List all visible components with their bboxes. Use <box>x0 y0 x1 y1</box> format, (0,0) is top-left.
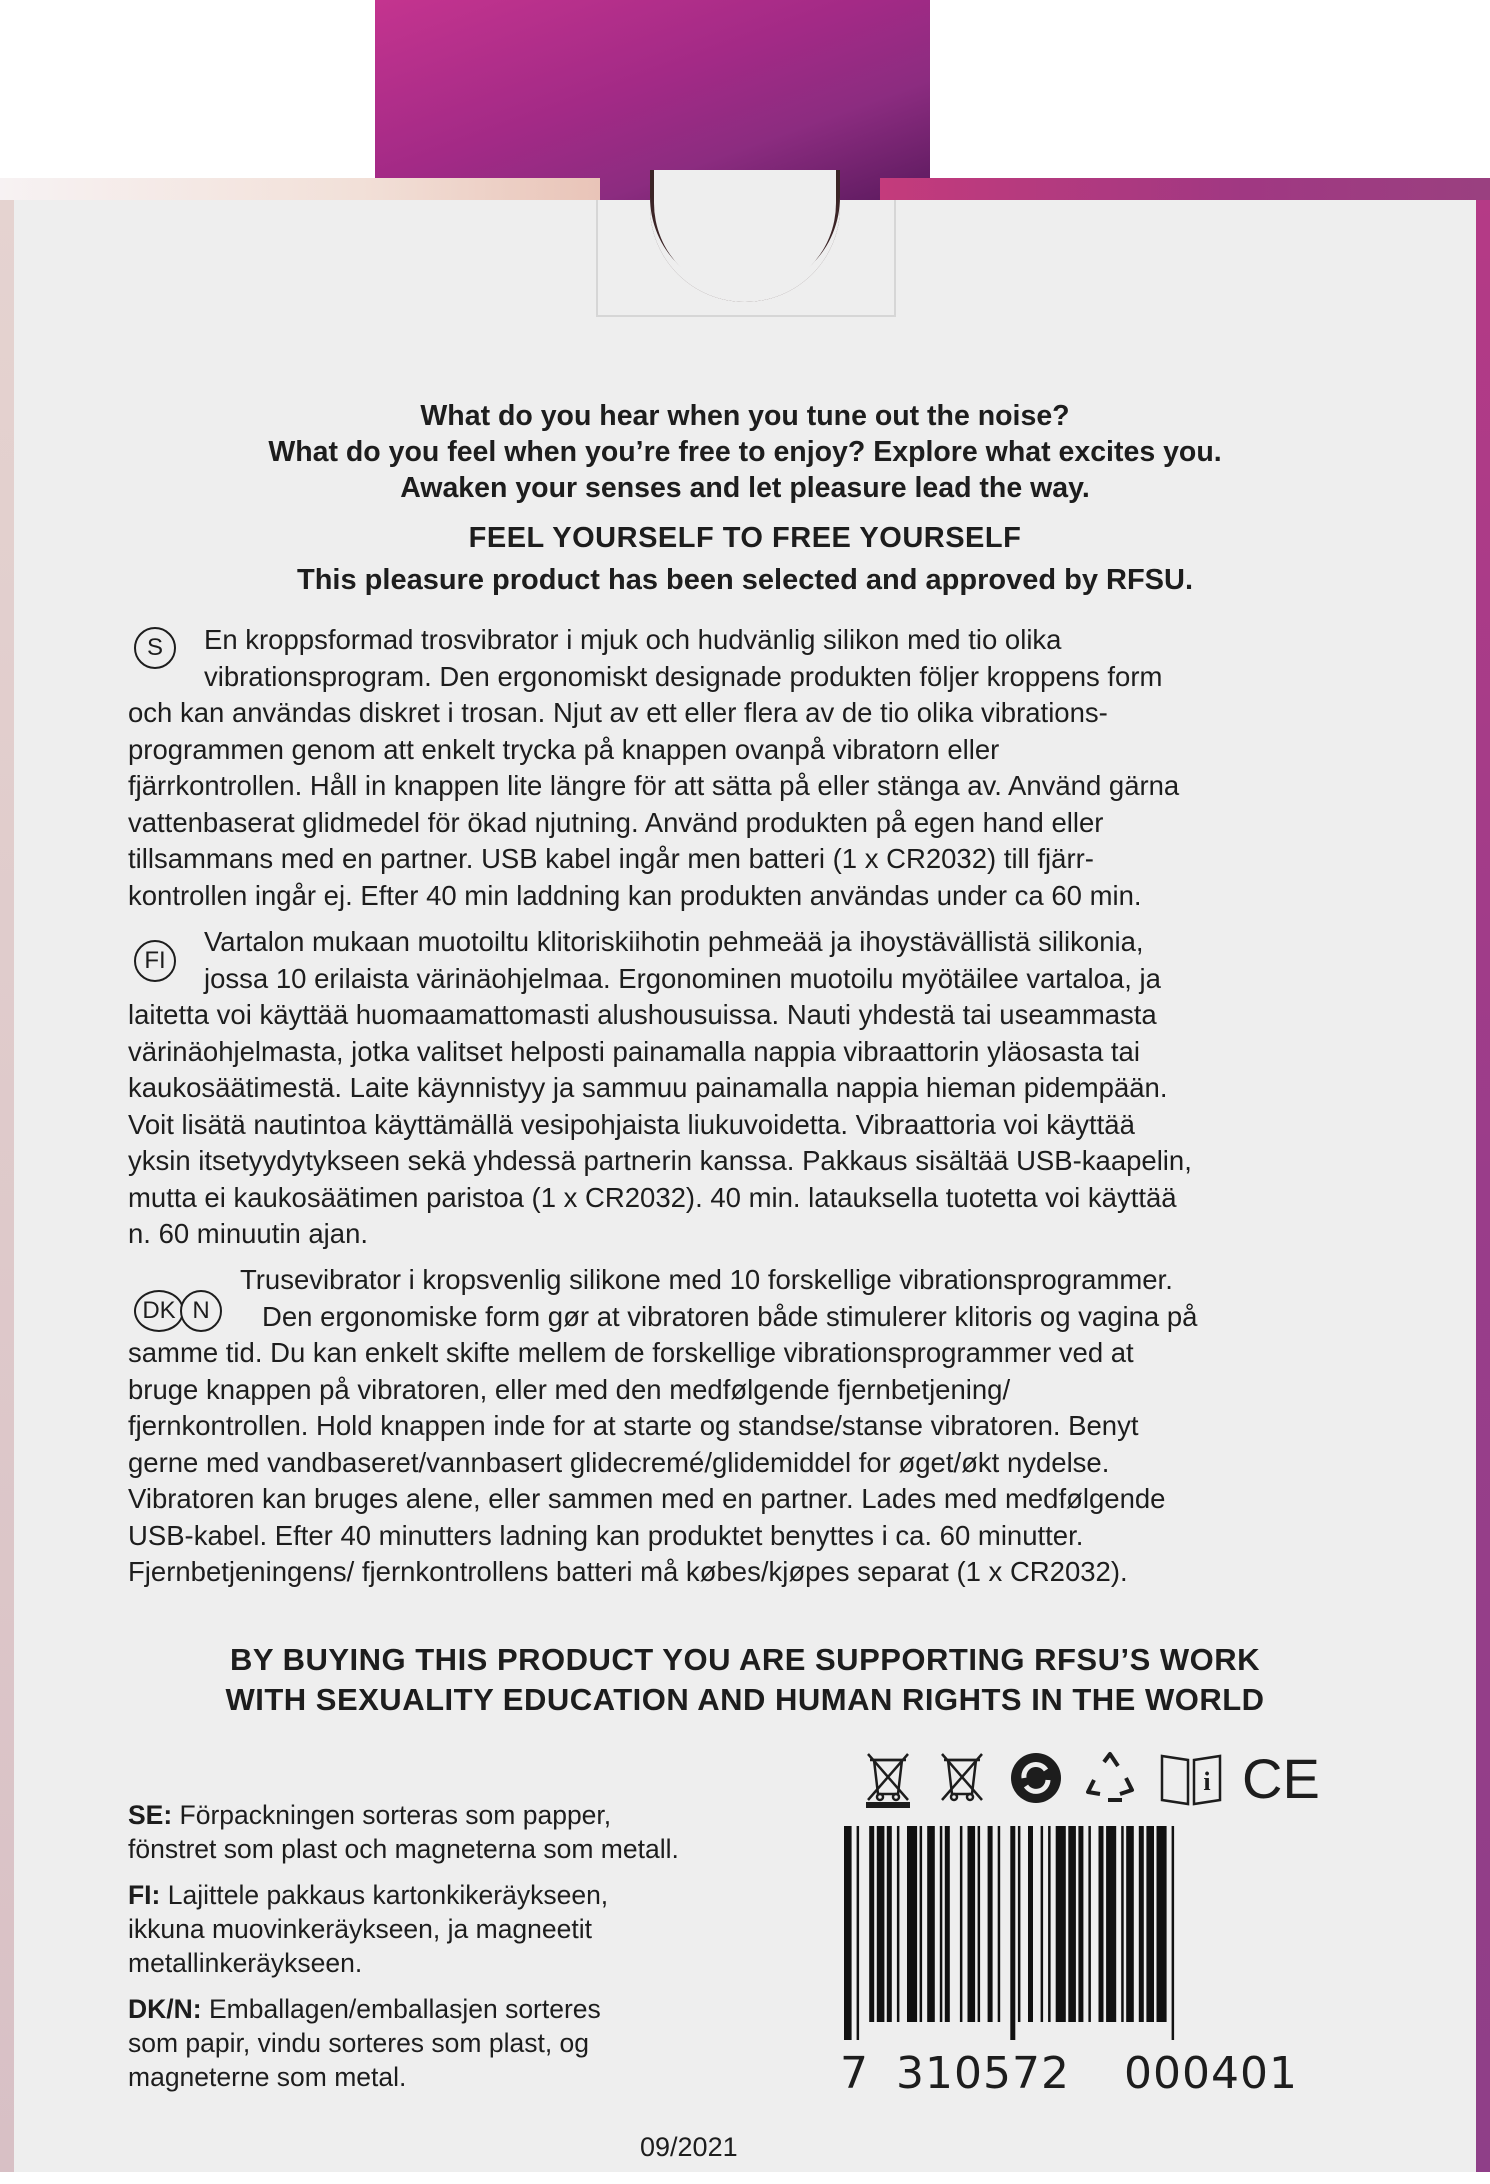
recycling-se <box>128 1798 808 1866</box>
recycling-label: FI: <box>128 1880 161 1910</box>
recycling-text: Förpackningen sorteras som papper, <box>172 1800 612 1830</box>
description-line: laitetta voi käyttää huomaamattomasti alushousuissa. Nauti yhdestä tai useammasta <box>128 999 1157 1030</box>
language-badge-s: S <box>134 627 176 669</box>
tagline-subline: This pleasure product has been selected and approved by RFSU. <box>297 564 1193 596</box>
box-left-edge <box>0 200 14 2172</box>
barcode-bar <box>1172 1826 1175 2040</box>
barcode-bar <box>857 1826 860 2040</box>
support-statement <box>100 1640 1390 1720</box>
description-line: Fjernbetjeningens/ fjernkontrollens batteri må købes/kjøpes separat (1 x CR2032). <box>128 1556 1128 1587</box>
barcode-bar <box>988 1826 993 2022</box>
recycling-text: Emballagen/emballasjen sorteres <box>201 1994 601 2024</box>
description-finnish <box>128 924 1358 1253</box>
description-line: vattenbaserat glidmedel för ökad njutning. Använd produkten på egen hand eller <box>128 806 1104 838</box>
description-line: gerne med vandbaseret/vannbasert glidecremé/glidemiddel for øget/økt nydelse. <box>128 1446 1110 1478</box>
barcode-bar <box>1068 1826 1076 2022</box>
weee-bin-barred-icon <box>860 1750 916 1808</box>
barcode-bar <box>1157 1826 1167 2022</box>
barcode-bar <box>1010 1826 1015 2040</box>
language-badge-dk: DK <box>134 1290 184 1332</box>
description-danish-norwegian <box>128 1262 1358 1591</box>
barcode-bar <box>1078 1826 1083 2022</box>
barcode-bar <box>907 1826 917 2022</box>
support-line: BY BUYING THIS PRODUCT YOU ARE SUPPORTING RFSU’S WORK <box>229 1642 1261 1677</box>
recycling-label: SE: <box>128 1800 173 1830</box>
recycling-text: Lajittele pakkaus kartonkikeräykseen, <box>160 1880 609 1910</box>
print-date: 09/2021 <box>640 2132 738 2162</box>
description-line: jossa 10 erilaista värinäohjelmaa. Ergonominen muotoilu myötäilee vartaloa, ja <box>204 962 1161 994</box>
recycling-text: metallinkeräykseen. <box>128 1948 363 1978</box>
barcode-bar <box>877 1826 885 2022</box>
barcode-bar <box>869 1826 874 2022</box>
barcode-bar <box>960 1826 963 2022</box>
description-line: USB-kabel. Efter 40 minutters ladning kan produktet benyttes i ca. 60 minutter. <box>128 1519 1084 1551</box>
ce-mark-text: CE <box>1242 1750 1320 1808</box>
intro-line: What do you hear when you tune out the noise? <box>420 400 1070 432</box>
barcode-bar <box>978 1826 981 2022</box>
barcode-bar <box>1088 1826 1091 2022</box>
recycling-text: magneterne som metal. <box>128 2062 407 2092</box>
description-line: samme tid. Du kan enkelt skifte mellem de forskellige vibrationsprogrammer ved at <box>128 1337 1134 1368</box>
compliance-icons <box>860 1750 1380 1808</box>
barcode-bar <box>844 1826 852 2040</box>
intro-line: What do you feel when you’re free to enjoy? Explore what excites you. <box>268 436 1222 468</box>
description-line: Voit lisätä nautintoa käyttämällä vesipohjaista liukuvoidetta. Vibraattoria voi käyttää <box>128 1108 1135 1140</box>
recycling-text: som papir, vindu sorteres som plast, og <box>128 2028 590 2058</box>
barcode-bar <box>1139 1826 1144 2022</box>
manual-info-letter: i <box>1203 1767 1211 1796</box>
intro-text <box>120 398 1370 506</box>
language-badge-fi: FI <box>134 940 176 982</box>
barcode-bar <box>940 1826 943 2022</box>
description-swedish <box>128 622 1358 914</box>
description-line: fjernkontrollen. Hold knappen inde for at starte og standse/stanse vibratoren. Benyt <box>128 1410 1139 1441</box>
barcode-bar <box>887 1826 892 2022</box>
green-dot-icon <box>1008 1750 1064 1808</box>
barcode-bar <box>968 1826 976 2022</box>
barcode-bar <box>1018 1826 1021 2022</box>
description-line: En kroppsformad trosvibrator i mjuk och hudvänlig silikon med tio olika <box>204 624 1062 655</box>
barcode-digit-first: 7 <box>840 2048 869 2099</box>
description-line: fjärrkontrollen. Håll in knappen lite längre för att sätta på eller stänga av. Använd gärna <box>128 770 1180 801</box>
recycling-icon <box>1082 1750 1138 1808</box>
description-line: yksin itsetyydytykseen sekä yhdessä partnerin kanssa. Pakkaus sisältää USB-kaapelin, <box>128 1145 1192 1176</box>
barcode-bar <box>1048 1826 1051 2022</box>
tagline-headline: FEEL YOURSELF TO FREE YOURSELF <box>468 522 1022 554</box>
description-line: kontrollen ingår ej. Efter 40 min laddning kan produkten användas under ca 60 min. <box>128 879 1142 911</box>
barcode-bar <box>1126 1826 1134 2022</box>
recycling-label: DK/N: <box>128 1994 202 2024</box>
description-line: n. 60 minuutin ajan. <box>128 1218 369 1249</box>
description-line: programmen genom att enkelt trycka på knappen ovanpå vibratorn eller <box>128 733 1000 765</box>
recycling-text: ikkuna muovinkeräykseen, ja magneetit <box>128 1914 592 1944</box>
barcode-bar <box>945 1826 950 2022</box>
barcode-bar <box>1146 1826 1154 2022</box>
description-line: Trusevibrator i kropsvenlig silikone med 10 forskellige vibrationsprogrammer. <box>240 1264 1173 1295</box>
description-line: värinäohjelmasta, jotka valitset helposti painamalla nappia vibraattorin yläosasta tai <box>128 1035 1140 1067</box>
barcode-bar <box>1121 1826 1124 2022</box>
support-line: WITH SEXUALITY EDUCATION AND HUMAN RIGHTS IN THE WORLD <box>225 1682 1265 1717</box>
recycling-dk <box>128 1992 808 2094</box>
barcode-bar <box>1028 1826 1033 2022</box>
intro-line: Awaken your senses and let pleasure lead the way. <box>400 472 1090 504</box>
barcode-bar <box>927 1826 935 2022</box>
barcode-bar <box>1041 1826 1044 2022</box>
description-line: vibrationsprogram. Den ergonomiskt designade produkten följer kroppens form <box>204 660 1163 692</box>
description-line: och kan användas diskret i trosan. Njut av ett eller flera av de tio olika vibrations- <box>128 697 1108 728</box>
barcode-digits-left: 310572 <box>896 2048 1070 2099</box>
language-badge-n: N <box>180 1290 222 1332</box>
barcode-bar <box>920 1826 923 2022</box>
description-line: Den ergonomiske form gør at vibratoren både stimulerer klitoris og vagina på <box>262 1300 1198 1332</box>
barcode-bars <box>838 1826 1344 2040</box>
description-line: kaukosäätimestä. Laite käynnistyy ja sammuu painamalla nappia hieman pidempään. <box>128 1072 1168 1103</box>
description-line: mutta ei kaukosäätimen paristoa (1 x CR2032). 40 min. latauksella tuotetta voi käyttää <box>128 1181 1177 1213</box>
barcode-bar <box>1099 1826 1104 2022</box>
barcode-bar <box>1106 1826 1116 2022</box>
description-line: Vartalon mukaan muotoiltu klitoriskiihotin pehmeää ja ihoystävällistä silikonia, <box>204 926 1144 957</box>
description-line: Vibratoren kan bruges alene, eller sammen med en partner. Lades med medfølgende <box>128 1483 1166 1514</box>
ce-mark-icon <box>1240 1750 1340 1808</box>
barcode-digits-right: 000401 <box>1124 2048 1298 2099</box>
manual-info-icon <box>1158 1750 1224 1808</box>
description-line: bruge knappen på vibratoren, eller med den medfølgende fjernbetjening/ <box>128 1373 1011 1405</box>
recycling-fi <box>128 1878 808 1980</box>
barcode-bar <box>998 1826 1001 2022</box>
barcode-bar <box>897 1826 900 2022</box>
description-line: tillsammans med en partner. USB kabel ingår men batteri (1 x CR2032) till fjärr- <box>128 843 1094 874</box>
weee-bin-icon <box>934 1750 990 1808</box>
recycling-text: fönstret som plast och magneterna som metall. <box>128 1834 679 1864</box>
barcode-bar <box>1056 1826 1066 2022</box>
box-right-edge <box>1476 200 1490 2172</box>
